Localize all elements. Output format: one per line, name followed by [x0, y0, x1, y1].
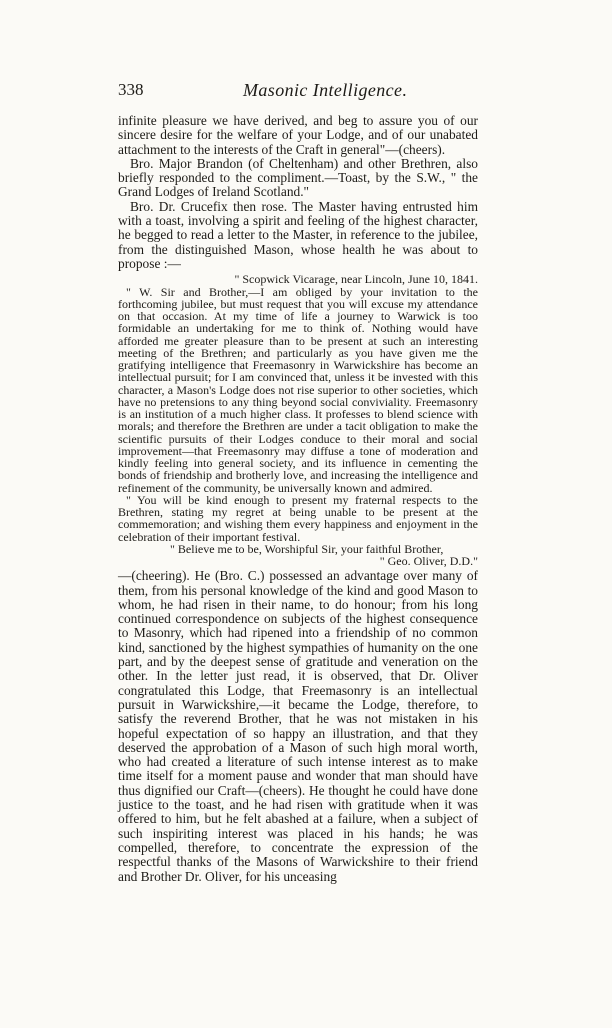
- paragraph-cheers-reply: infinite pleasure we have derived, and beg to assure you of our sincere desire for the welfare of your Lodge, and of our unabated attachment to the interests of the Craft in general"—(cheers).: [118, 113, 478, 157]
- page-body: [118, 114, 478, 884]
- paragraph-brandon-response: Bro. Major Brandon (of Cheltenham) and other Brethren, also briefly responded to the compliment.—Toast, by the S.W., " the Grand Lodges of Ireland Scotland.": [118, 155, 478, 200]
- letter-dateline: " Scopwick Vicarage, near Lincoln, June 10, 1841.: [234, 272, 478, 287]
- running-title: Masonic Intelligence.: [243, 80, 408, 100]
- letter-closing: " Believe me to be, Worshipful Sir, your faithful Brother,: [170, 541, 444, 556]
- paragraph-continuation: —(cheering). He (Bro. C.) possessed an advantage over many of them, from his personal knowledge of the kind and good Mason to whom, he had risen in their name, to do honour; from his long continued correspondence on subjects of the highest consequence to Masonry, which had ripened into a friendship of no common kind, sanctioned by the highest sympathies of humanity on the one part, and by the deepest sense of gratitude and veneration on the other. In the letter just read, it is observed, that Dr. Oliver congratulated this Lodge, that Freemasonry is an intellectual pursuit in Warwickshire,—it became the Lodge, therefore, to satisfy the reverend Brother, that he was not mistaken in his hopeful expectation of so happy an illustration, and that they deserved the approbation of a Mason of such high moral worth, who had created a literature of such intense interest as to make time itself for a moment pause and wonder that man should have thus dignified our Craft—(cheers). He thought he could have done justice to the toast, and he had risen with gratitude when it was offered to him, but he felt abashed at a failure, when a subject of such inspiriting interest was placed in his hands; he was compelled, therefore, to concentrate the expression of the respectful thanks of the Masons of Warwickshire to their friend and Brother Dr. Oliver, for his unceasing: [118, 568, 478, 884]
- letter-body-respects: " You will be kind enough to present my fraternal respects to the Brethren, stating my regret at being unable to be present at the commemoration; and wishing them every happiness and enjoyment in the celebration of their important festival.: [118, 492, 478, 544]
- paragraph-crucefix-rose: Bro. Dr. Crucefix then rose. The Master having entrusted him with a toast, involving a spirit and feeling of the highest character, he begged to read a letter to the Master, in reference to the jubilee, from the distinguished Mason, whose health he was about to propose :—: [118, 198, 478, 271]
- page-number: 338: [118, 80, 144, 99]
- letter-signature: " Geo. Oliver, D.D.": [379, 554, 478, 569]
- letter-body-main: " W. Sir and Brother,—I am obliged by your invitation to the forthcoming jubilee, but must request that you will excuse my attendance on that occasion. At my time of life a journey to Warwick is too formidable an undertaking for me to think of. Nothing would have afforded me greater pleasure than to be present at such an interesting meeting of the Brethren; and particularly as you have given me the gratifying intelligence that Freemasonry in Warwickshire has become an intellectual pursuit; for I am convinced that, unless it be invested with this character, a Mason's Lodge does not rise superior to other societies, which have no pretensions to any thing beyond social conviviality. Freemasonry is an institution of a much higher class. It professes to blend science with morals; and therefore the Brethren are under a tacit obligation to make the scientific pursuits of their Lodges conduce to their moral and social improvement—that Freemasonry may diffuse a tone of moderation and kindly feeling into general society, and its influence in cementing the bonds of friendship and brotherly love, and increasing the intelligence and refinement of the community, be universally known and admired.: [118, 284, 478, 495]
- page-header: [118, 80, 470, 108]
